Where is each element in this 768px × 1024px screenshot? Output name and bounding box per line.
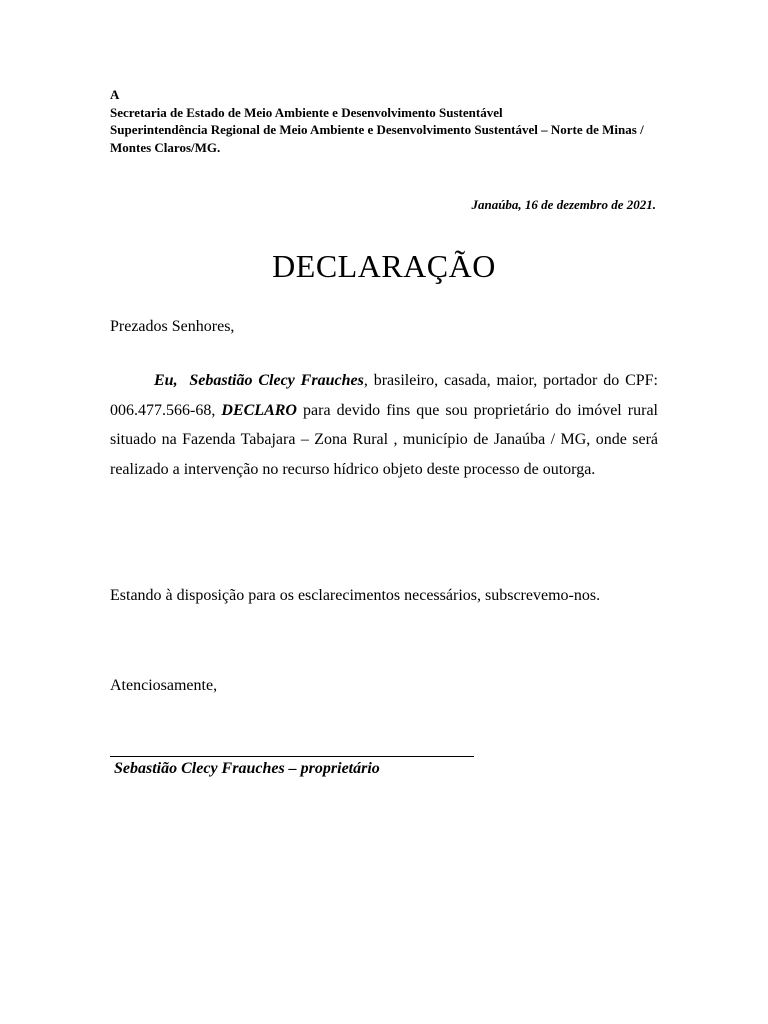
addressee-secretariat: Secretaria de Estado de Meio Ambiente e Desenvolvimento Sustentável: [110, 104, 503, 120]
signature-line: [110, 756, 474, 757]
declaration-body: [110, 366, 658, 484]
signature-name: Sebastião Clecy Frauches – proprietário: [114, 760, 380, 777]
body-text-part2: para devido fins que sou proprietário do imóvel rural situado na Fazenda Tabajara – Zona Rural , município de Janaúba / MG, onde será realizado a intervenção no recurso hídrico objeto deste processo de outorga.: [110, 401, 659, 478]
regards: Atenciosamente,: [110, 677, 218, 694]
addressee-block: [110, 86, 655, 156]
declaro-keyword: DECLARO: [221, 401, 297, 419]
greeting: Prezados Senhores,: [110, 318, 235, 335]
document-title: DECLARAÇÃO: [272, 248, 496, 284]
declarant-name: Sebastião Clecy Frauches: [189, 372, 364, 389]
body-intro: Eu,: [154, 372, 178, 389]
document-date: Janaúba, 16 de dezembro de 2021.: [471, 197, 656, 212]
addressee-prefix: A: [110, 87, 120, 102]
body-text-part1: , brasileiro, casada, maior, portador do CPF: 006.477.566-68,: [110, 372, 658, 419]
addressee-superintendence: Superintendência Regional de Meio Ambiente e Desenvolvimento Sustentável – Norte de Minas / Montes Claros/MG.: [110, 122, 644, 155]
closing-paragraph: Estando à disposição para os esclarecimentos necessários, subscrevemo-nos.: [110, 587, 601, 604]
